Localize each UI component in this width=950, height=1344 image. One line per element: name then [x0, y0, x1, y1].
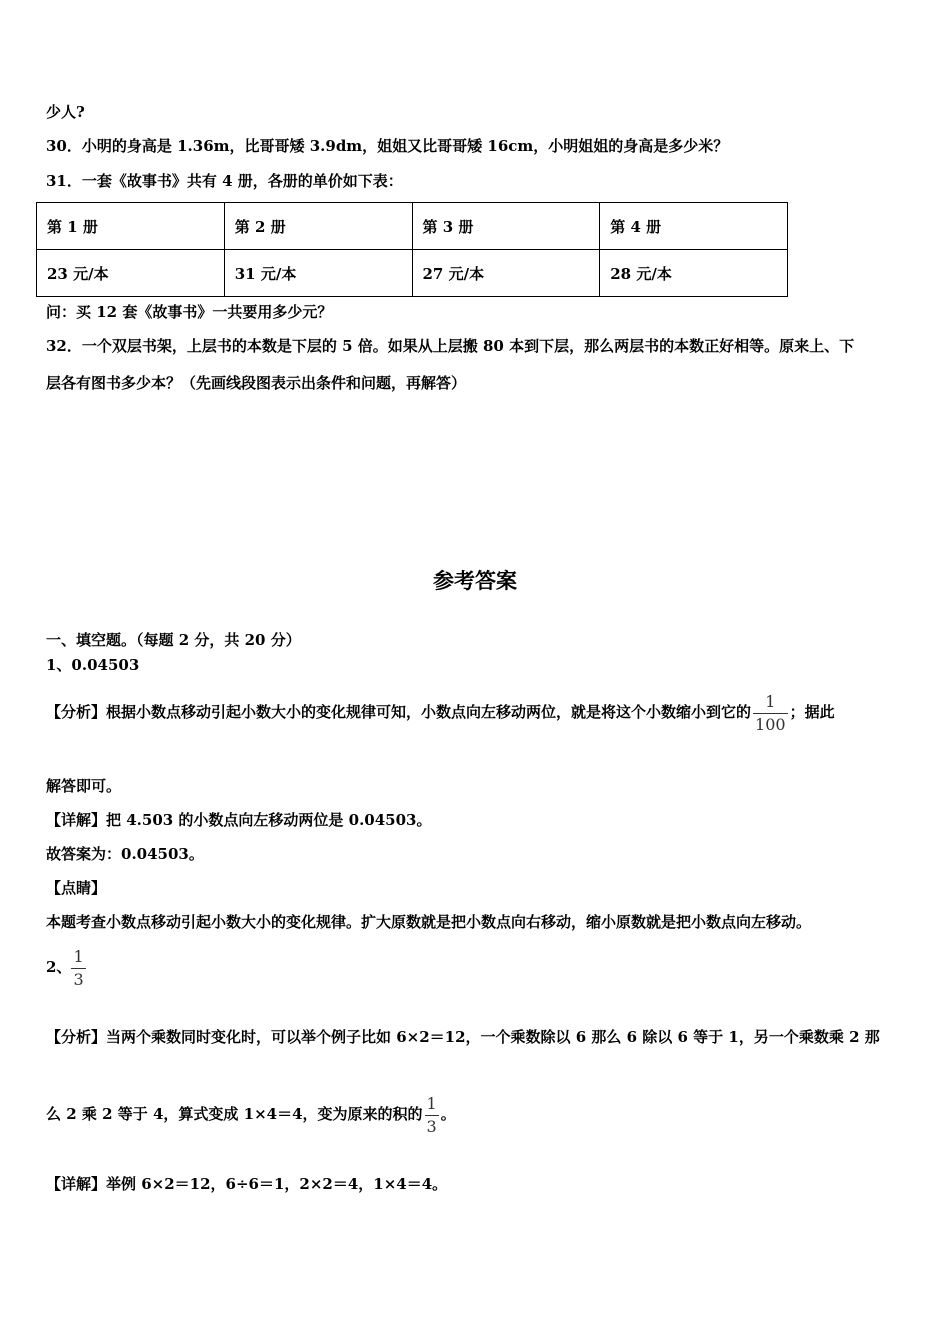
fraction-numerator: 1: [765, 691, 776, 711]
table-cell: 第 4 册: [600, 203, 788, 250]
question-31-ask: 问：买 12 套《故事书》一共要用多少元？: [46, 303, 333, 321]
answer-1-analysis: [46, 690, 835, 735]
answer-1-label: 1、0.04503: [46, 656, 140, 674]
answer-2-number: 2、: [46, 958, 72, 976]
analysis-text: 【分析】根据小数点移动引起小数大小的变化规律可知，小数点向左移动两位，就是将这个小数缩小到它的: [46, 703, 752, 721]
question-32-line2: 层各有图书多少本？（先画线段图表示出条件和问题，再解答）: [46, 374, 467, 392]
answer-1-point-label: 【点睛】: [46, 879, 107, 897]
fraction-1-3: [425, 1094, 439, 1137]
analysis-text: 么 2 乘 2 等于 4，算式变成 1×4＝4，变为原来的积的: [46, 1105, 423, 1123]
analysis-text-end: 。: [440, 1105, 456, 1123]
table-row: [37, 250, 788, 297]
fraction-1-3: [71, 947, 85, 990]
answer-1-detail: 【详解】把 4.503 的小数点向左移动两位是 0.04503。: [46, 811, 432, 829]
analysis-text-end: ；据此: [789, 703, 835, 721]
table-cell: 31 元/本: [224, 250, 412, 297]
table-cell: 第 3 册: [412, 203, 600, 250]
answer-2-label: [46, 945, 86, 990]
section-heading: 一、填空题。（每题 2 分，共 20 分）: [46, 631, 301, 649]
table-cell: 27 元/本: [412, 250, 600, 297]
answer-2-detail: 【详解】举例 6×2＝12，6÷6＝1，2×2＝4，1×4＝4。: [46, 1175, 448, 1193]
fraction-denominator: 3: [426, 1116, 437, 1136]
fraction-denominator: 100: [755, 714, 786, 734]
table-cell: 第 2 册: [224, 203, 412, 250]
fraction-1-100: [753, 692, 788, 735]
table-cell: 第 1 册: [37, 203, 225, 250]
question-32-line1: 32．一个双层书架，上层书的本数是下层的 5 倍。如果从上层搬 80 本到下层，那么两层书的本数正好相等。原来上、下: [46, 337, 855, 355]
table-cell: 28 元/本: [600, 250, 788, 297]
fraction-denominator: 3: [73, 969, 84, 989]
fraction-numerator: 1: [73, 946, 84, 966]
answers-title: 参考答案: [433, 569, 517, 593]
table-row: [37, 203, 788, 250]
answer-1-analysis-line2: 解答即可。: [46, 777, 122, 795]
answer-2-analysis-line1: 【分析】当两个乘数同时变化时，可以举个例子比如 6×2＝12，一个乘数除以 6 那么 6 除以 6 等于 1，另一个乘数乘 2 那: [46, 1028, 880, 1046]
question-31: 31．一套《故事书》共有 4 册，各册的单价如下表：: [46, 172, 403, 190]
question-30: 30．小明的身高是 1.36m，比哥哥矮 3.9dm，姐姐又比哥哥矮 16cm，小明姐姐的身高是多少米？: [46, 137, 729, 155]
answer-1-point: 本题考查小数点移动引起小数大小的变化规律。扩大原数就是把小数点向右移动，缩小原数就是把小数点向左移动。: [46, 913, 812, 931]
table-cell: 23 元/本: [37, 250, 225, 297]
fraction-numerator: 1: [426, 1093, 437, 1113]
answer-1-final: 故答案为：0.04503。: [46, 845, 204, 863]
question-29-tail: 少人?: [46, 103, 85, 121]
price-table: [36, 202, 788, 297]
answer-2-analysis-line2: [46, 1092, 456, 1137]
